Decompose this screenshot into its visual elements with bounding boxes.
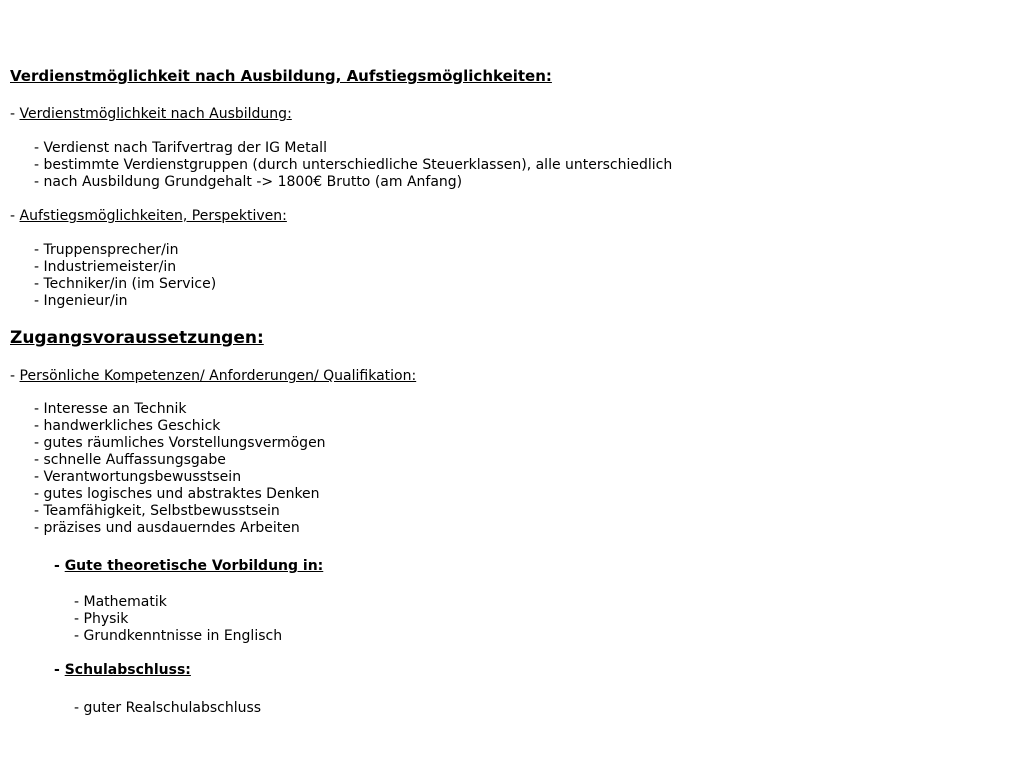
list-item: - Truppensprecher/in xyxy=(34,242,179,258)
list-item: - schnelle Auffassungsgabe xyxy=(34,452,226,468)
subheading-title: Gute theoretische Vorbildung in: xyxy=(64,558,324,574)
list-item: - Verantwortungsbewusstsein xyxy=(34,469,242,485)
subheading-career-prospects xyxy=(10,208,287,225)
subheading-prefix: - xyxy=(54,662,65,678)
list-item: - guter Realschulabschluss xyxy=(74,700,262,716)
list-item: - präzises und ausdauerndes Arbeiten xyxy=(34,520,300,536)
list-item: - gutes logisches und abstraktes Denken xyxy=(34,486,320,502)
subheading-earnings-after-training xyxy=(10,106,292,123)
subheading-title: Persönliche Kompetenzen/ Anforderungen/ Qualifikation: xyxy=(19,368,417,384)
list-item: - Industriemeister/in xyxy=(34,259,177,275)
list-item: - bestimmte Verdienstgruppen (durch unterschiedliche Steuerklassen), alle unterschiedlich xyxy=(34,157,673,173)
list-item: - Verdienst nach Tarifvertrag der IG Metall xyxy=(34,140,327,156)
subheading-prefix: - xyxy=(10,208,20,224)
subheading-school-degree xyxy=(54,662,191,679)
list-item: - Physik xyxy=(74,611,129,627)
list-item: - Mathematik xyxy=(74,594,167,610)
list-item: - nach Ausbildung Grundgehalt -> 1800€ Brutto (am Anfang) xyxy=(34,174,463,190)
list-item: - Teamfähigkeit, Selbstbewusstsein xyxy=(34,503,280,519)
list-item: - handwerkliches Geschick xyxy=(34,418,221,434)
subheading-prefix: - xyxy=(10,368,20,384)
section-heading-earnings: Verdienstmöglichkeit nach Ausbildung, Aufstiegsmöglichkeiten: xyxy=(10,67,552,85)
subheading-title: Verdienstmöglichkeit nach Ausbildung: xyxy=(19,106,292,122)
subheading-title: Schulabschluss: xyxy=(64,662,191,678)
subheading-personal-competences xyxy=(10,368,416,385)
list-item: - Grundkenntnisse in Englisch xyxy=(74,628,283,644)
subheading-prefix: - xyxy=(54,558,65,574)
list-item: - gutes räumliches Vorstellungsvermögen xyxy=(34,435,326,451)
section-heading-requirements: Zugangsvoraussetzungen: xyxy=(10,328,264,348)
list-item: - Interesse an Technik xyxy=(34,401,187,417)
subheading-prefix: - xyxy=(10,106,20,122)
subheading-theoretical-background xyxy=(54,558,323,575)
subheading-title: Aufstiegsmöglichkeiten, Perspektiven: xyxy=(19,208,287,224)
list-item: - Ingenieur/in xyxy=(34,293,128,309)
list-item: - Techniker/in (im Service) xyxy=(34,276,217,292)
